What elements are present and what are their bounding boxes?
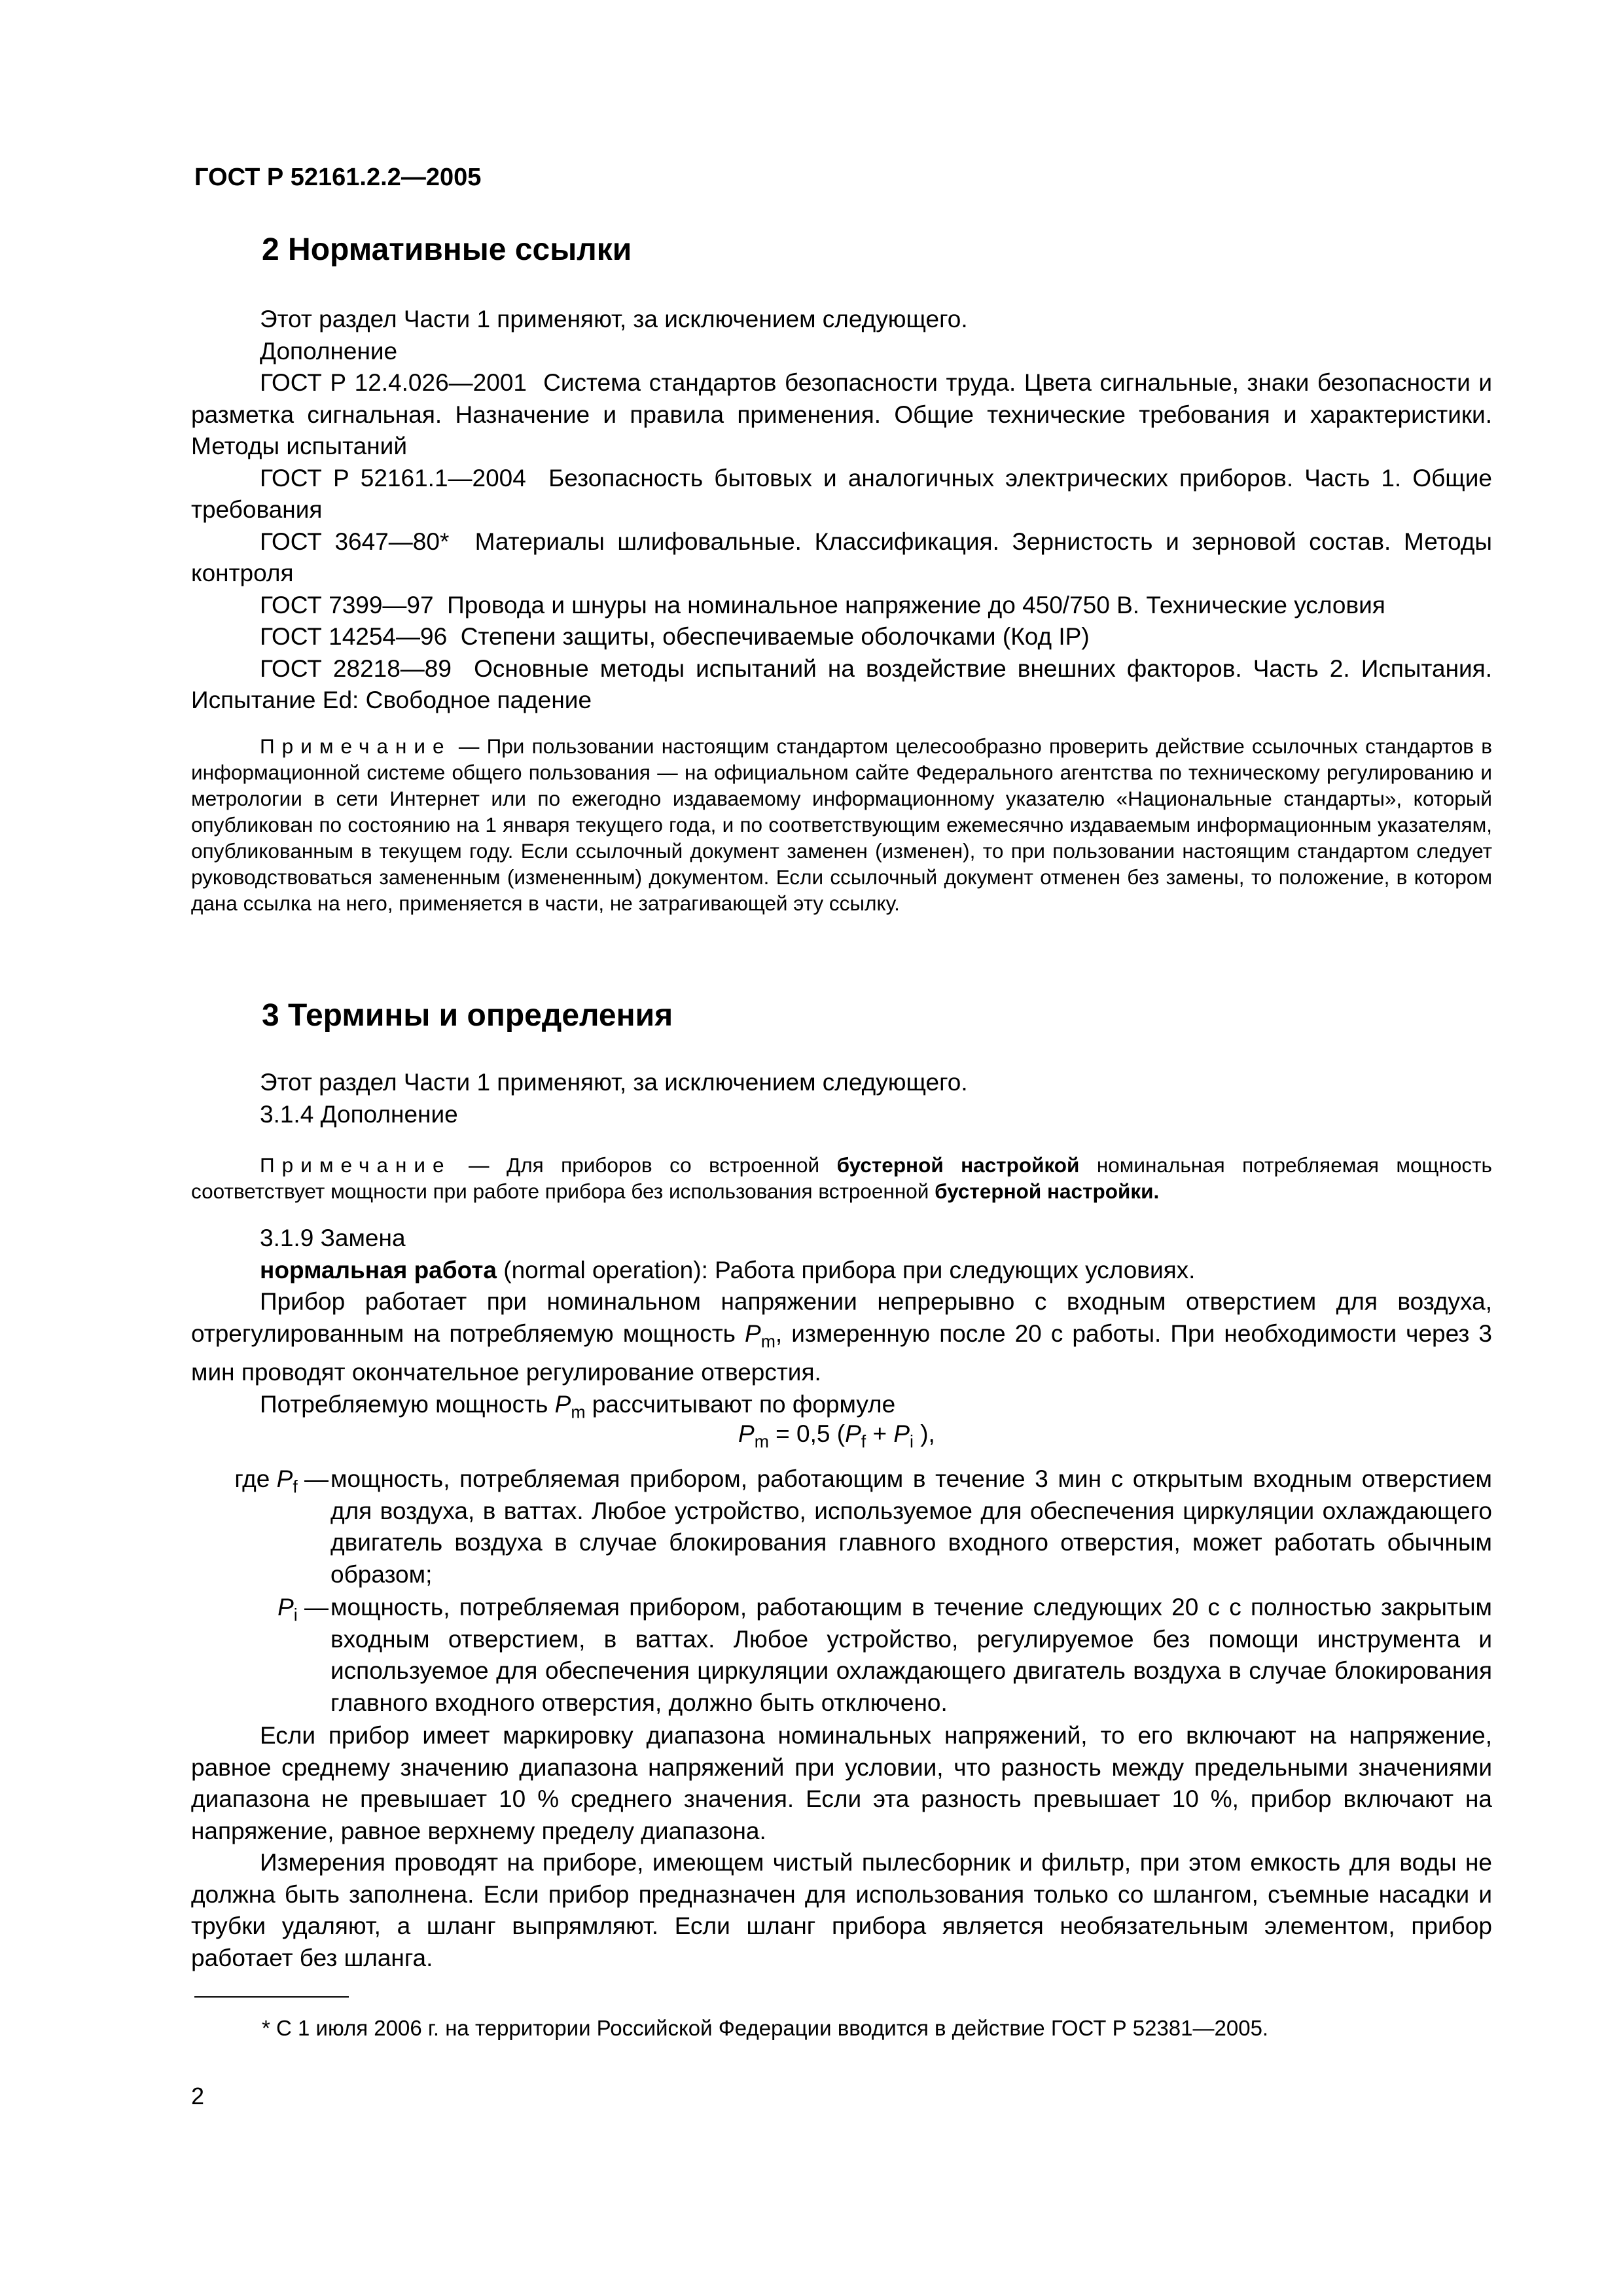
term-definition: нормальная работа (normal operation): Работа прибора при следующих условиях.	[260, 1256, 1196, 1283]
section-3-intro: Этот раздел Части 1 применяют, за исключением следующего.	[260, 1069, 968, 1096]
reference-item	[191, 463, 1492, 526]
section-2-intro: Этот раздел Части 1 применяют, за исключением следующего.	[260, 306, 968, 332]
reference-item	[191, 526, 1492, 590]
term-booster-setting: бустерной настройки.	[935, 1179, 1160, 1203]
reference-title: Провода и шнуры на номинальное напряжение до 450/750 В. Технические условия	[447, 591, 1385, 619]
term-name: нормальная работа	[260, 1256, 497, 1283]
term-booster-setting: бустерной настройкой	[836, 1153, 1080, 1177]
section-2-body	[191, 304, 1492, 717]
paragraph: Если прибор имеет маркировку диапазона номинальных напряжений, то его включают на напряжение, равное среднему значению диапазона напряжений при условии, что разность между предельными значениями диапазона не превышает 10 % среднего значения. Если эта разность превышает 10 %, прибор включают на напряжение, равное верхнему пределу диапазона.	[191, 1722, 1492, 1844]
reference-title: Система стандартов безопасности труда. Цвета сигнальные, знаки безопасности и разметка сигнальная. Назначение и правила применения. Общие технические требования и характеристики. Методы испытаний	[191, 369, 1493, 459]
where-pi-text: мощность, потребляемая прибором, работающим в течение следующих 20 с с полностью закрытым входным отверстием, в ваттах. Любое устройство, регулируемое без помощи инструмента и используемое для обеспечения циркуляции охлаждающего двигатель воздуха в случае блокирования главного входного отверстия, должно быть отключено.	[330, 1594, 1492, 1716]
footnote: * С 1 июля 2006 г. на территории Российской Федерации вводится в действие ГОСТ Р 52381—2005.	[262, 2016, 1269, 2040]
item-3-1-9: 3.1.9 Замена	[260, 1225, 406, 1251]
formula: $P_m = 0,5$ ($P_f + P_i$ ),	[738, 1420, 935, 1452]
reference-code: ГОСТ 14254—96	[260, 623, 448, 650]
reference-title: Материалы шлифовальные. Классификация. Зернистость и зерновой состав. Методы контроля	[191, 528, 1493, 586]
reference-code: ГОСТ Р 52161.1—2004	[260, 464, 526, 492]
section-2-heading: 2 Нормативные ссылки	[262, 232, 632, 267]
section-3-intro-block	[191, 1067, 1492, 1130]
reference-code: ГОСТ 7399—97	[260, 591, 434, 619]
reference-title: Основные методы испытаний на воздействие внешних факторов. Часть 2. Испытания. Испытание Ed: Свободное падение	[191, 655, 1492, 713]
paragraph: Прибор работает при номинальном напряжении непрерывно с входным отверстием для воздуха, отрегулированным на потребляемую мощность $P_m$, измеренную после 20 с работы. При необходимости через 3 мин проводят окончательное регулирование отверстия.	[191, 1288, 1493, 1386]
document-id: ГОСТ Р 52161.2.2—2005	[194, 164, 482, 191]
term-english: (normal operation):	[503, 1256, 708, 1283]
reference-item	[191, 590, 1492, 622]
reference-code: ГОСТ 28218—89	[260, 655, 452, 682]
section-3-note: Примечание — Для приборов со встроенной бустерной настройкой номинальная потребляемая мощность соответствует мощности при работе прибора без использования встроенной бустерной настройки.	[191, 1153, 1492, 1203]
reference-code: ГОСТ 3647—80*	[260, 528, 450, 555]
paragraph: Потребляемую мощность $P_m$ рассчитывают по формуле	[260, 1390, 896, 1422]
reference-item	[191, 367, 1492, 463]
section-2-note: Примечание — При пользовании настоящим стандартом целесообразно проверить действие ссылочных стандартов в информационной системе общего пользования — на официальном сайте Федерального агентства по техническому регулированию и метрологии в сети Интернет или по ежегодно издаваемому информационному указателю «Национальные стандарты», который опубликован по состоянию на 1 января текущего года, и по соответствующим ежемесячно издаваемым информационным указателям, опубликованным в текущем году. Если ссылочный документ заменен (изменен), то при пользовании настоящим стандартом следует руководствоваться замененным (измененным) документом. Если ссылочный документ отменен без замены, то положение, в котором дана ссылка на него, применяется в части, не затрагивающей эту ссылку.	[191, 734, 1492, 915]
section-3-heading: 3 Термины и определения	[262, 998, 673, 1033]
reference-title: Безопасность бытовых и аналогичных электрических приборов. Часть 1. Общие требования	[191, 464, 1492, 523]
reference-item	[191, 653, 1492, 717]
where-pf-text: мощность, потребляемая прибором, работающим в течение 3 мин с открытым входным отверстием для воздуха, в ваттах. Любое устройство, используемое для обеспечения циркуляции охлаждающего двигатель воздуха в случае блокирования главного входного отверстия, может работать обычным образом;	[330, 1465, 1492, 1588]
reference-title: Степени защиты, обеспечиваемые оболочками (Код IP)	[460, 623, 1090, 650]
section-2-addition: Дополнение	[260, 337, 398, 365]
note-label: Примечание	[260, 1153, 452, 1177]
note-text: При пользовании настоящим стандартом целесообразно проверить действие ссылочных стандартов в информационной системе общего пользования — на официальном сайте Федерального агентства по техническому регулированию и метрологии в сети Интернет или по ежегодно издаваемому информационному указателю «Национальные стандарты», который опубликован по состоянию на 1 января текущего года, и по соответствующим ежемесячно издаваемым информационным указателям, опубликованным в текущем году. Если ссылочный документ заменен (изменен), то при пользовании настоящим стандартом следует руководствоваться замененным (измененным) документом. Если ссылочный документ отменен без замены, то положение, в котором дана ссылка на него, применяется в части, не затрагивающей эту ссылку.	[191, 734, 1492, 915]
section-3-body	[191, 1223, 1492, 1428]
item-3-1-4: 3.1.4 Дополнение	[260, 1100, 458, 1128]
note-label: Примечание	[260, 734, 452, 758]
page-number: 2	[191, 2083, 205, 2109]
section-3-tail	[191, 1720, 1492, 1974]
footnote-divider	[194, 1996, 349, 1998]
paragraph: Измерения проводят на приборе, имеющем чистый пылесборник и фильтр, при этом емкость для воды не должна быть заполнена. Если прибор предназначен для использования только со шлангом, съемные насадки и трубки удаляют, а шланг выпрямляют. Если шланг прибора является необязательным элементом, прибор работает без шланга.	[191, 1849, 1492, 1971]
reference-item	[191, 621, 1492, 653]
reference-code: ГОСТ Р 12.4.026—2001	[260, 369, 527, 396]
